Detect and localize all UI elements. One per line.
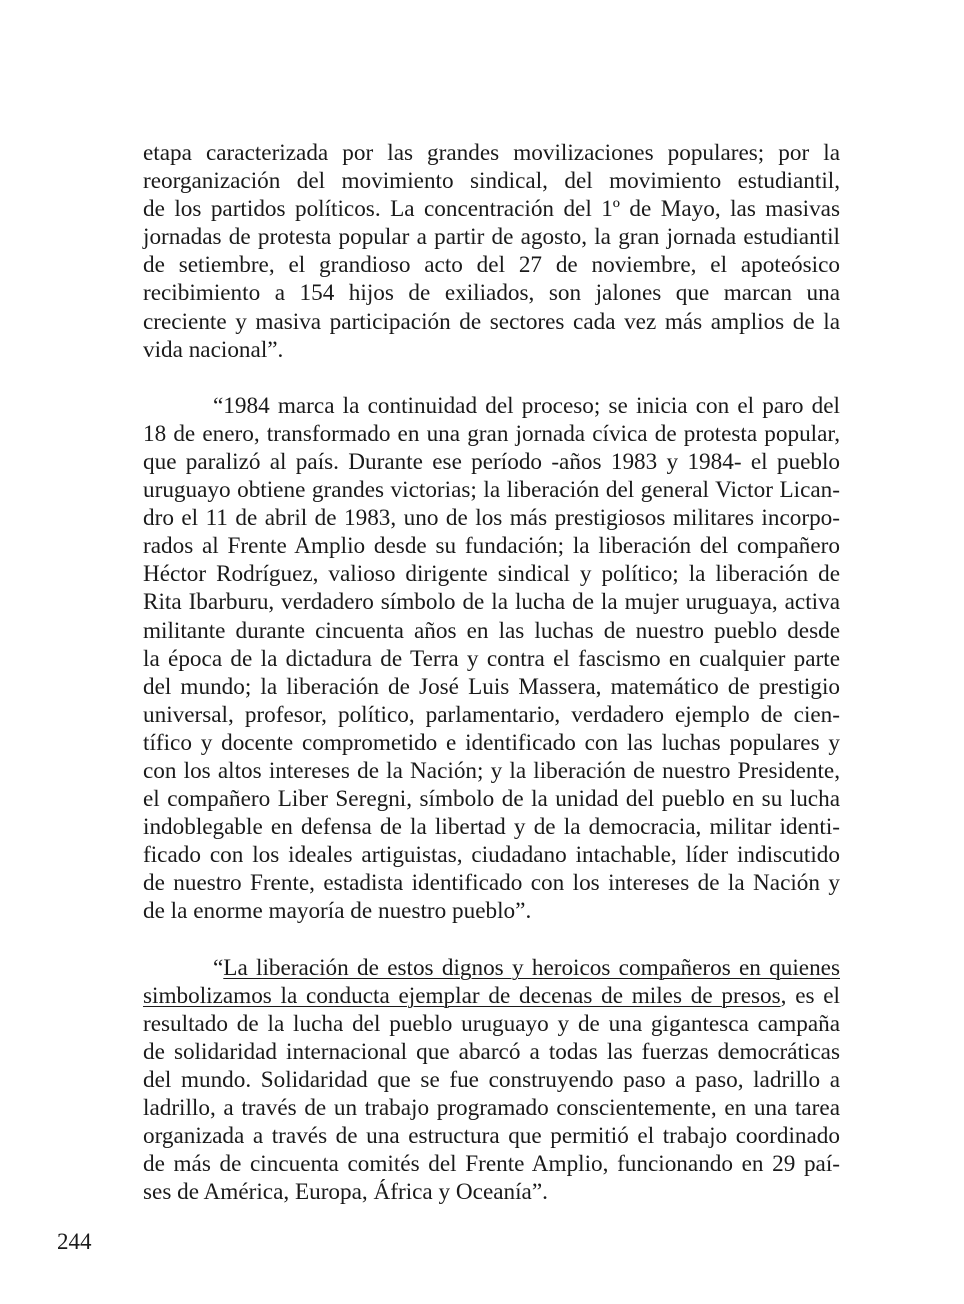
text-line: ladrillo, a través de un trabajo programado conscientemente, en una tarea	[143, 1095, 840, 1121]
text-line: de los partidos políticos. La concentración del 1º de Mayo, las masivas	[143, 196, 840, 223]
text-line: de setiembre, el grandioso acto del 27 de noviembre, el apoteósico	[143, 252, 840, 279]
text-line: organizada a través de una estructura que permitió el trabajo coordinado	[143, 1123, 840, 1150]
text-line: uruguayo obtiene grandes victorias; la liberación del general Victor Lican-	[143, 477, 840, 504]
text-line: recibimiento a 154 hijos de exiliados, son jalones que marcan una	[143, 280, 840, 307]
page-body	[143, 139, 840, 1234]
text-line: del mundo; la liberación de José Luis Massera, matemático de prestigio	[143, 673, 840, 700]
text-line: de la enorme mayoría de nuestro pueblo”.	[143, 898, 532, 925]
paragraph-3	[143, 954, 840, 1207]
text-line: rados al Frente Amplio desde su fundación; la liberación del compañero	[143, 533, 840, 560]
text-line: ses de América, Europa, África y Oceanía”.	[143, 1179, 548, 1206]
text-line: jornadas de protesta popular a partir de agosto, la gran jornada estudiantil	[143, 224, 840, 251]
text-line: vida nacional”.	[143, 336, 284, 363]
text-line: la época de la dictadura de Terra y contra el fascismo en cualquier parte	[143, 645, 840, 672]
text-line: de solidaridad internacional que abarcó a todas las fuerzas democráticas	[143, 1038, 840, 1065]
underlined-text: simbolizamos la conducta ejemplar de decenas de miles de presos	[143, 982, 781, 1009]
text-line: reorganización del movimiento sindical, del movimiento estudiantil,	[143, 168, 840, 195]
text-line: universal, profesor, político, parlamentario, verdadero ejemplo de cien-	[143, 701, 840, 728]
text-line: resultado de la lucha del pueblo uruguayo y de una gigantesca campaña	[143, 1010, 840, 1037]
text-line: Rita Ibarburu, verdadero símbolo de la lucha de la mujer uruguaya, activa	[143, 589, 840, 616]
text-line: creciente y masiva participación de sectores cada vez más amplios de la	[143, 308, 840, 335]
text-line: dro el 11 de abril de 1983, uno de los más prestigiosos militares incorpo-	[143, 505, 840, 532]
text-line: etapa caracterizada por las grandes movilizaciones populares; por la	[143, 140, 840, 166]
text-line: de nuestro Frente, estadista identificado con los intereses de la Nación y	[143, 870, 840, 897]
text-line: Héctor Rodríguez, valioso dirigente sindical y político; la liberación de	[143, 561, 840, 588]
text-line: del mundo. Solidaridad que se fue construyendo paso a paso, ladrillo a	[143, 1066, 840, 1093]
text-line: militante durante cincuenta años en las luchas de nuestro pueblo desde	[143, 617, 840, 644]
text-line: 18 de enero, transformado en una gran jornada cívica de protesta popular,	[143, 420, 840, 447]
text-line	[143, 954, 840, 982]
text-segment: , es el	[780, 982, 840, 1009]
paragraph-1	[143, 139, 840, 364]
page-number: 244	[57, 1229, 92, 1254]
text-line: tífico y docente comprometido e identificado con las luchas populares y	[143, 729, 840, 756]
text-line: el compañero Liber Seregni, símbolo de la unidad del pueblo en su lucha	[143, 786, 840, 813]
text-line: que paralizó al país. Durante ese período -años 1983 y 1984- el pueblo	[143, 448, 840, 475]
open-quote: “	[213, 954, 224, 981]
underlined-text: La liberación de estos dignos y heroicos compañeros en quienes	[223, 954, 840, 981]
text-line	[143, 982, 840, 1010]
text-line: con los altos intereses de la Nación; y la liberación de nuestro Presidente,	[143, 757, 840, 784]
paragraph-2	[143, 392, 840, 926]
text-line: de más de cincuenta comités del Frente Amplio, funcionando en 29 paí-	[143, 1151, 840, 1178]
text-line: “1984 marca la continuidad del proceso; se inicia con el paro del	[213, 392, 840, 419]
text-line: indoblegable en defensa de la libertad y de la democracia, militar identi-	[143, 814, 840, 841]
text-line: ficado con los ideales artiguistas, ciudadano intachable, líder indiscutido	[143, 842, 840, 869]
